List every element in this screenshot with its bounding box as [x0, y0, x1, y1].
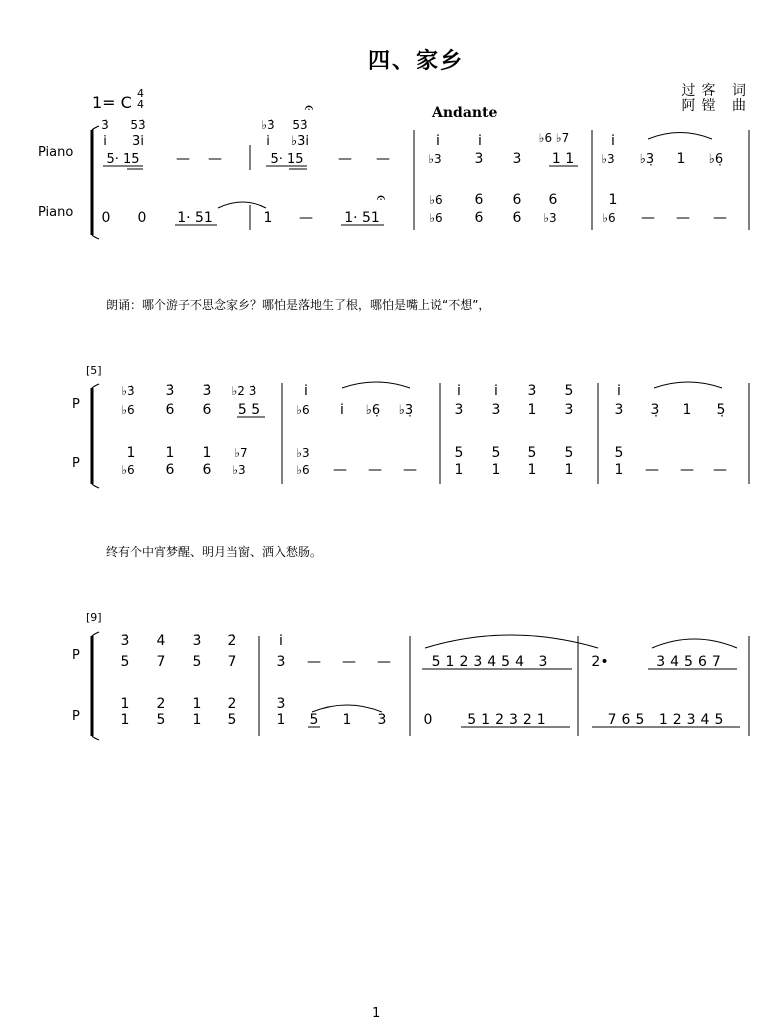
time-signature-top: 4 — [137, 87, 144, 100]
svg-text:i̇: i̇ — [266, 134, 270, 149]
lower-staff-notes — [121, 696, 740, 728]
svg-text:3: 3 — [276, 654, 286, 670]
instrument-label-lower: P — [72, 456, 80, 471]
svg-text:i̇: i̇ — [611, 133, 615, 149]
svg-text:—: — — [641, 210, 655, 226]
svg-text:—: — — [299, 210, 313, 226]
svg-text:i̇: i̇ — [304, 383, 308, 399]
svg-text:0: 0 — [101, 210, 111, 226]
svg-text:5: 5 — [227, 712, 237, 728]
composer-credit: 阿镗 曲 — [681, 98, 752, 114]
svg-text:♭3̣: ♭3̣ — [639, 152, 655, 167]
svg-text:♭3: ♭3 — [296, 446, 310, 460]
svg-text:3̇: 3̇ — [101, 118, 109, 132]
svg-text:3: 3 — [491, 402, 501, 418]
lyricist-credit: 过客 词 — [681, 83, 752, 99]
svg-text:i̇: i̇ — [340, 402, 344, 418]
svg-text:♭6: ♭6 — [429, 211, 443, 225]
svg-text:1: 1 — [120, 696, 130, 712]
svg-text:5: 5 — [156, 712, 166, 728]
svg-text:1: 1 — [192, 696, 202, 712]
svg-text:3̇: 3̇ — [165, 383, 175, 399]
svg-text:1: 1 — [192, 712, 202, 728]
svg-text:6: 6 — [512, 192, 522, 208]
svg-text:i̇: i̇ — [457, 383, 461, 399]
svg-text:1: 1 — [608, 192, 618, 208]
svg-text:3: 3 — [377, 712, 387, 728]
svg-text:♭3: ♭3 — [543, 211, 557, 225]
svg-text:3: 3 — [512, 151, 522, 167]
upper-staff-notes — [121, 633, 737, 670]
svg-text:6: 6 — [165, 402, 175, 418]
svg-text:—: — — [403, 462, 417, 478]
svg-text:3: 3 — [564, 402, 574, 418]
svg-text:6: 6 — [474, 210, 484, 226]
svg-text:512321: 512321 — [467, 712, 551, 728]
svg-text:i̇: i̇ — [279, 633, 283, 649]
svg-text:—: — — [176, 151, 190, 167]
svg-text:3̇: 3̇ — [120, 633, 130, 649]
page-number: 1 — [372, 1006, 381, 1021]
instrument-label-lower: P — [72, 709, 80, 724]
svg-text:—: — — [368, 462, 382, 478]
key-signature: 1= C — [92, 93, 132, 112]
system-bracket — [92, 384, 99, 488]
svg-text:♭6: ♭6 — [429, 193, 443, 207]
svg-text:♭3i̇: ♭3i̇ — [290, 134, 310, 149]
svg-text:0: 0 — [137, 210, 147, 226]
svg-text:♭6 ♭7: ♭6 ♭7 — [538, 131, 570, 145]
svg-text:765 12345: 765 12345 — [607, 712, 729, 728]
svg-text:34567: 34567 — [656, 654, 726, 670]
svg-text:1· 51: 1· 51 — [344, 210, 380, 226]
time-signature-bottom: 4 — [137, 98, 144, 111]
tempo-marking: Andante — [432, 105, 498, 121]
svg-text:5: 5 — [491, 445, 501, 461]
svg-text:7: 7 — [227, 654, 237, 670]
svg-text:5: 5 — [527, 445, 537, 461]
svg-text:1: 1 — [126, 445, 136, 461]
system-bracket — [92, 632, 99, 740]
svg-text:3̇: 3̇ — [202, 383, 212, 399]
svg-text:i̇: i̇ — [436, 133, 440, 149]
svg-text:5̣: 5̣ — [716, 402, 726, 418]
svg-text:♭6: ♭6 — [121, 463, 135, 477]
svg-text:2: 2 — [227, 696, 237, 712]
svg-text:3: 3 — [474, 151, 484, 167]
svg-text:♭3̇: ♭3̇ — [121, 384, 135, 398]
svg-text:3: 3 — [527, 383, 537, 399]
svg-text:5: 5 — [454, 445, 464, 461]
svg-text:1: 1 — [276, 712, 286, 728]
lower-staff-notes — [121, 445, 727, 478]
svg-text:—: — — [376, 151, 390, 167]
svg-text:♭6̣: ♭6̣ — [365, 403, 381, 418]
instrument-label-upper: P — [72, 397, 80, 412]
svg-text:4̇: 4̇ — [156, 633, 166, 649]
svg-text:𝄐: 𝄐 — [304, 98, 314, 117]
svg-text:6: 6 — [512, 210, 522, 226]
svg-text:5123454 3: 5123454 3 — [431, 654, 553, 670]
instrument-label-upper: P — [72, 648, 80, 663]
svg-text:—: — — [307, 654, 321, 670]
svg-text:6: 6 — [548, 192, 558, 208]
svg-text:♭6: ♭6 — [121, 403, 135, 417]
svg-text:1: 1 — [564, 462, 574, 478]
svg-text:53̇: 53̇ — [292, 118, 308, 132]
svg-text:6: 6 — [202, 402, 212, 418]
svg-text:1: 1 — [682, 402, 692, 418]
svg-text:♭6: ♭6 — [296, 403, 310, 417]
svg-text:—: — — [645, 462, 659, 478]
svg-text:i̇: i̇ — [478, 133, 482, 149]
page-title: 四、家乡 — [368, 49, 465, 74]
measure-number: [5] — [86, 364, 102, 377]
svg-text:1: 1 — [527, 462, 537, 478]
svg-text:5: 5 — [564, 445, 574, 461]
svg-text:—: — — [680, 462, 694, 478]
svg-text:—: — — [713, 210, 727, 226]
svg-text:—: — — [377, 654, 391, 670]
svg-text:2̇: 2̇ — [227, 633, 237, 649]
svg-text:3i̇: 3i̇ — [132, 134, 144, 149]
svg-text:♭2 3̇: ♭2 3̇ — [231, 384, 257, 398]
barlines — [250, 130, 749, 230]
svg-text:7: 7 — [156, 654, 166, 670]
svg-text:—: — — [208, 151, 222, 167]
svg-text:1: 1 — [342, 712, 352, 728]
svg-text:6: 6 — [165, 462, 175, 478]
svg-text:0: 0 — [423, 712, 433, 728]
svg-text:5 5: 5 5 — [237, 402, 261, 418]
svg-text:1: 1 — [676, 151, 686, 167]
svg-text:5: 5 — [120, 654, 130, 670]
svg-text:2•: 2• — [591, 654, 609, 670]
svg-text:2: 2 — [156, 696, 166, 712]
recitation-text: 终有个中宵梦醒、明月当窗、洒入愁肠。 — [106, 545, 323, 559]
svg-text:5· 15: 5· 15 — [270, 152, 304, 167]
svg-text:3̇: 3̇ — [192, 633, 202, 649]
svg-text:1: 1 — [120, 712, 130, 728]
upper-staff-notes — [101, 98, 723, 169]
svg-text:—: — — [333, 462, 347, 478]
svg-text:6: 6 — [474, 192, 484, 208]
svg-text:♭3: ♭3 — [428, 152, 442, 166]
svg-text:♭6: ♭6 — [296, 463, 310, 477]
svg-text:5: 5 — [564, 383, 574, 399]
svg-text:—: — — [676, 210, 690, 226]
svg-text:5· 15: 5· 15 — [106, 152, 140, 167]
svg-text:i̇: i̇ — [103, 134, 107, 149]
svg-text:1: 1 — [202, 445, 212, 461]
svg-text:♭3: ♭3 — [601, 152, 615, 166]
upper-staff-notes — [121, 382, 725, 418]
svg-text:1 1: 1 1 — [551, 151, 575, 167]
instrument-label-lower: Piano — [38, 205, 74, 220]
svg-text:53̇: 53̇ — [130, 118, 146, 132]
barlines — [282, 383, 749, 484]
svg-text:1: 1 — [491, 462, 501, 478]
svg-text:♭3̣: ♭3̣ — [398, 403, 414, 418]
svg-text:♭6: ♭6 — [602, 211, 616, 225]
system-bracket — [92, 126, 99, 239]
svg-text:♭3: ♭3 — [232, 463, 246, 477]
svg-text:—: — — [713, 462, 727, 478]
svg-text:3: 3 — [276, 696, 286, 712]
svg-text:i̇: i̇ — [617, 383, 621, 399]
svg-text:1: 1 — [527, 402, 537, 418]
svg-text:5: 5 — [614, 445, 624, 461]
instrument-label-upper: Piano — [38, 145, 74, 160]
svg-text:1: 1 — [263, 210, 273, 226]
svg-text:i̇: i̇ — [494, 383, 498, 399]
svg-text:1: 1 — [454, 462, 464, 478]
svg-text:6: 6 — [202, 462, 212, 478]
svg-text:—: — — [342, 654, 356, 670]
svg-text:1: 1 — [165, 445, 175, 461]
svg-text:♭3̇: ♭3̇ — [261, 118, 275, 132]
svg-text:5: 5 — [192, 654, 202, 670]
recitation-text: 朗诵：哪个游子不思念家乡？哪怕是落地生了根，哪怕是嘴上说“不想”， — [106, 298, 491, 312]
svg-text:𝄐: 𝄐 — [376, 188, 386, 207]
svg-text:3: 3 — [454, 402, 464, 418]
svg-text:♭6̣: ♭6̣ — [708, 152, 724, 167]
svg-text:3: 3 — [614, 402, 624, 418]
svg-text:1· 51: 1· 51 — [177, 210, 213, 226]
measure-number: [9] — [86, 611, 102, 624]
svg-text:—: — — [338, 151, 352, 167]
svg-text:♭7: ♭7 — [234, 446, 248, 460]
svg-text:3̣: 3̣ — [650, 402, 660, 418]
svg-text:1: 1 — [614, 462, 624, 478]
svg-text:5: 5 — [309, 712, 319, 728]
